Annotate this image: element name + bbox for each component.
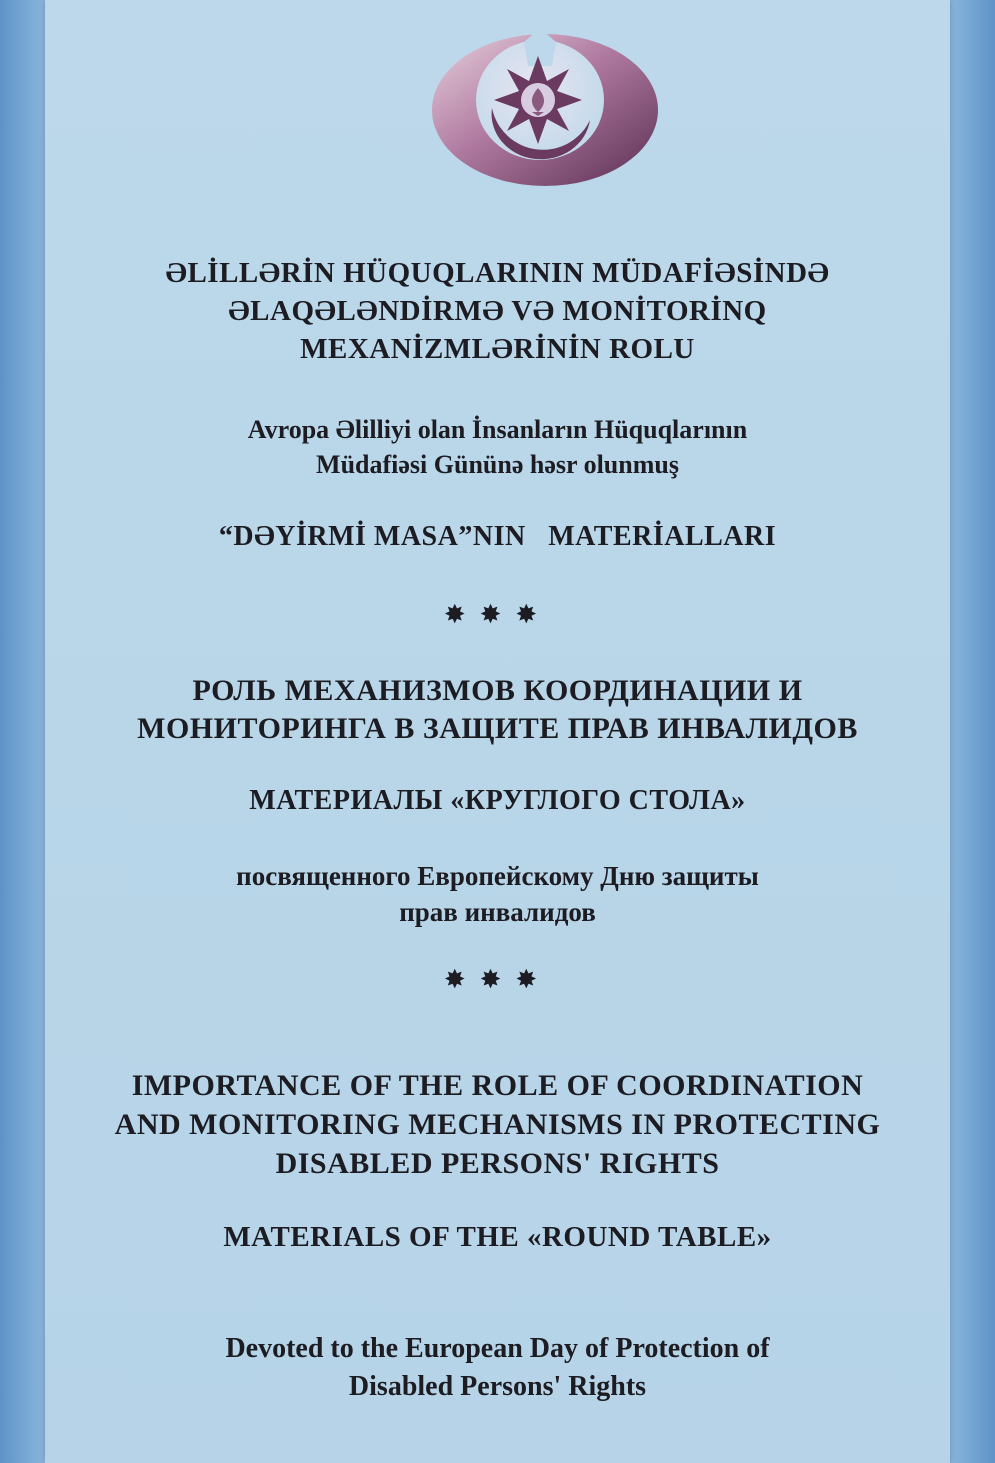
az-subtitle xyxy=(45,412,950,482)
az-title xyxy=(45,254,950,368)
ru-subtitle-line: посвященного Европейскому Дню защиты xyxy=(236,861,759,891)
en-materials: MATERIALS OF THE «ROUND TABLE» xyxy=(223,1221,772,1253)
az-materials: “DƏYİRMİ MASA”NIN MATERİALLARI xyxy=(218,521,777,552)
separator-stars-icon: ✸✸✸ xyxy=(443,965,552,995)
ru-title-line: МОНИТОРИНГА В ЗАЩИТЕ ПРАВ ИНВАЛИДОВ xyxy=(137,712,858,745)
en-subtitle-line: Devoted to the European Day of Protection of xyxy=(225,1333,770,1364)
ru-materials: МАТЕРИАЛЫ «КРУГЛОГО СТОЛА» xyxy=(249,785,746,816)
en-title xyxy=(45,1066,950,1183)
book-cover xyxy=(45,0,950,1463)
az-title-line: ƏLİLLƏRİN HÜQUQLARININ MÜDAFİƏSİNDƏ xyxy=(165,257,830,289)
ru-subtitle-line: прав инвалидов xyxy=(399,897,596,927)
state-emblem-star-icon xyxy=(430,28,660,188)
separator-stars-icon: ✸✸✸ xyxy=(443,600,552,630)
ru-title-line: РОЛЬ МЕХАНИЗМОВ КООРДИНАЦИИ И xyxy=(192,674,803,707)
az-subtitle-line: Müdafiəsi Gününə həsr olunmuş xyxy=(316,450,679,479)
en-subtitle-line: Disabled Persons' Rights xyxy=(348,1371,647,1402)
en-title-line: AND MONITORING MECHANISMS IN PROTECTING xyxy=(114,1108,881,1141)
en-title-line: IMPORTANCE OF THE ROLE OF COORDINATION xyxy=(131,1069,864,1102)
az-subtitle-line: Avropa Əlilliyi olan İnsanların Hüquqlarının xyxy=(247,415,748,444)
ru-title xyxy=(45,672,950,748)
en-subtitle xyxy=(45,1330,950,1406)
ru-subtitle xyxy=(45,858,950,930)
en-title-line: DISABLED PERSONS' RIGHTS xyxy=(275,1147,720,1180)
az-title-line: MEXANİZMLƏRİNİN ROLU xyxy=(300,333,695,365)
az-title-line: ƏLAQƏLƏNDİRMƏ VƏ MONİTORİNQ xyxy=(228,295,767,327)
